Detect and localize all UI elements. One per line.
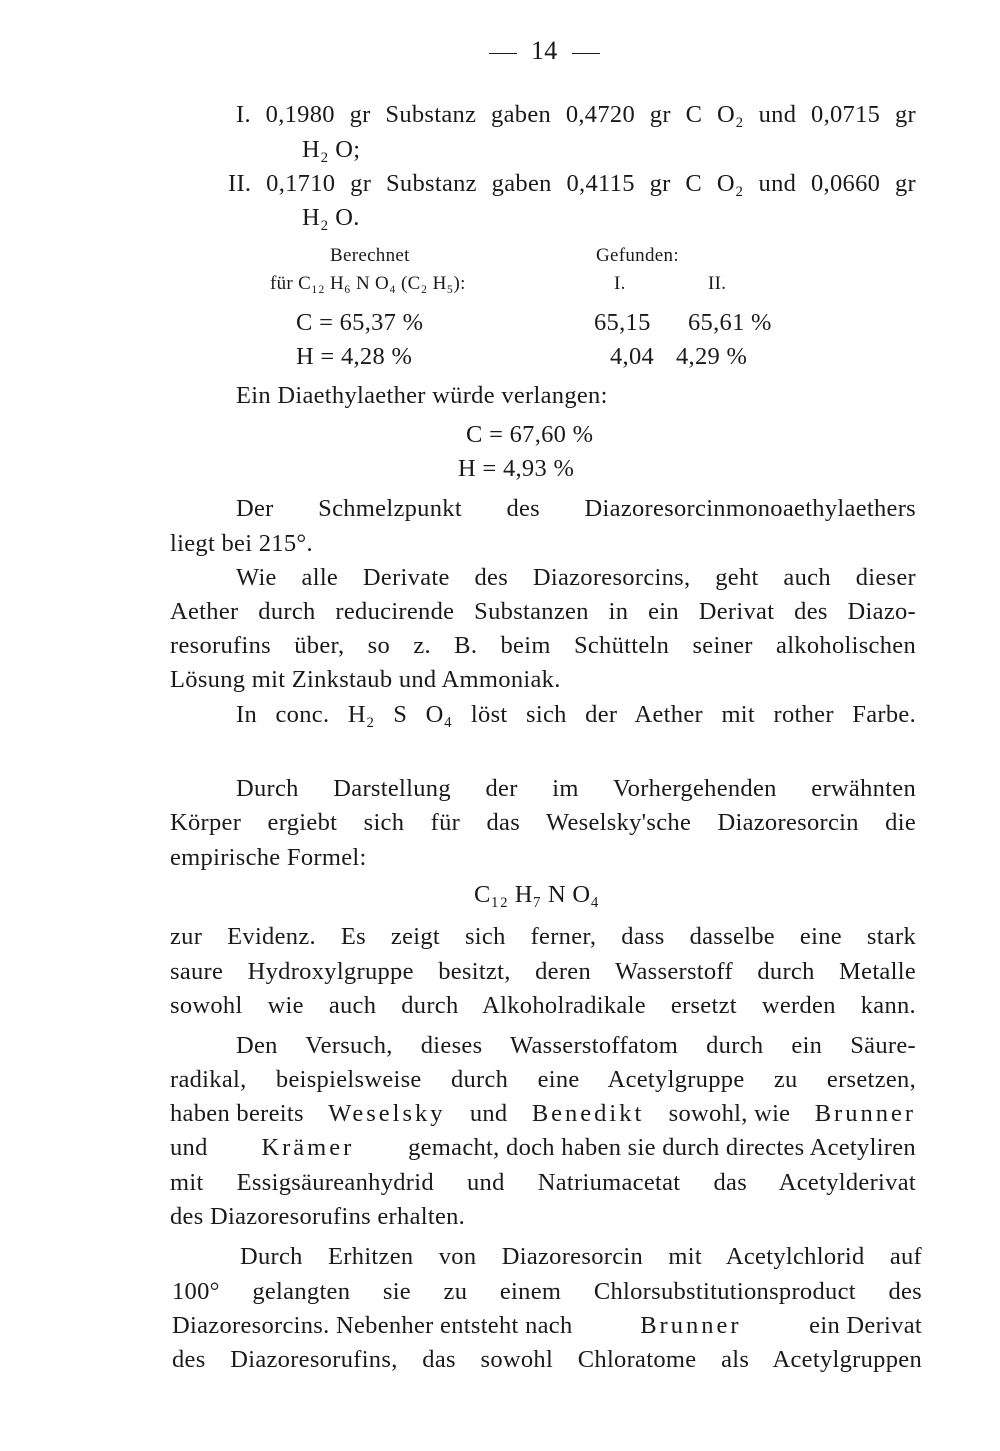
para6-line3	[172, 1311, 922, 1341]
para2-line2: Aether durch reducirende Substanzen in ein Derivat des Diazo-	[170, 598, 916, 625]
para5-line3-text-e: sowohl, wie	[668, 1100, 791, 1127]
para6-line2: 100° gelangten sie zu einem Chlorsubstitutionsproduct des	[172, 1278, 922, 1305]
analysis-line-2b: H₂ O.	[302, 204, 360, 231]
row-C-found-I: 65,15	[594, 309, 651, 336]
para4-line5: saure Hydroxylgruppe besitzt, deren Wasserstoff durch Metalle	[170, 958, 916, 985]
para6-line3-text-c: ein Derivat	[809, 1312, 922, 1339]
para4-line3: empirische Formel:	[170, 844, 367, 871]
analysis-line-2: II. 0,1710 gr Substanz gaben 0,4115 gr C O₂ und 0,0660 gr	[228, 170, 916, 197]
para4-line4: zur Evidenz. Es zeigt sich ferner, dass dasselbe eine stark	[170, 923, 916, 950]
col-I-header: I.	[614, 273, 626, 294]
author-brunner: Brunner	[814, 1100, 916, 1127]
para5-line3-text-a: haben bereits	[170, 1100, 304, 1127]
page-number	[475, 36, 614, 66]
author-weselsky: Weselsky	[328, 1100, 446, 1127]
para6-line3-text-a: Diazoresorcins. Nebenher entsteht nach	[172, 1312, 573, 1339]
para4-line6: sowohl wie auch durch Alkoholradikale ersetzt werden kann.	[170, 992, 916, 1019]
empirical-formula: C₁₂ H₇ N O₄	[474, 881, 600, 908]
para5-line5: mit Essigsäureanhydrid und Natriumacetat das Acetylderivat	[170, 1169, 916, 1196]
diethyl-C: C = 67,60 %	[466, 421, 594, 448]
para5-line3	[170, 1099, 916, 1129]
para4-line1: Durch Darstellung der im Vorhergehenden erwähnten	[236, 775, 916, 802]
para2-line4: Lösung mit Zinkstaub und Ammoniak.	[170, 666, 561, 693]
para4-line2: Körper ergiebt sich für das Weselsky'sche Diazoresorcin die	[170, 809, 916, 836]
para5-line1: Den Versuch, dieses Wasserstoffatom durch ein Säure-	[236, 1032, 916, 1059]
calc-formula: für C₁₂ H₆ N O₄ (C₂ H₅):	[270, 273, 466, 294]
para1-line1: Der Schmelzpunkt des Diazoresorcinmonoaethylaethers	[236, 495, 916, 522]
col-II-header: II.	[708, 273, 727, 294]
para2-line3: resorufins über, so z. B. beim Schütteln seiner alkoholischen	[170, 632, 916, 659]
found-header: Gefunden:	[596, 245, 679, 266]
dash-left	[489, 53, 517, 54]
para6-line4: des Diazoresorufins, das sowohl Chloratome als Acetylgruppen	[172, 1346, 922, 1373]
para5-line4-text-a: und	[170, 1134, 208, 1161]
row-H-found-I: 4,04	[610, 343, 655, 370]
author-kraemer: Krämer	[261, 1134, 355, 1161]
para2-line1: Wie alle Derivate des Diazoresorcins, geht auch dieser	[236, 564, 916, 591]
row-H-calc: H = 4,28 %	[296, 343, 413, 370]
para5-line3-text-c: und	[469, 1100, 508, 1127]
para6-line1: Durch Erhitzen von Diazoresorcin mit Acetylchlorid auf	[240, 1243, 922, 1270]
row-C-calc: C = 65,37 %	[296, 309, 424, 336]
calc-header: Berechnet	[330, 245, 410, 266]
para3-line1: In conc. H₂ S O₄ löst sich der Aether mit rother Farbe.	[236, 701, 916, 728]
row-C-found-II: 65,61 %	[688, 309, 772, 336]
para5-line4-text-c: gemacht, doch haben sie durch directes Acetyliren	[408, 1134, 916, 1161]
page-number-text: 14	[531, 36, 558, 65]
para5-line4	[170, 1133, 916, 1163]
dash-right	[572, 53, 600, 54]
para5-line2: radikal, beispielsweise durch eine Acetylgruppe zu ersetzen,	[170, 1066, 916, 1093]
row-H-found-II: 4,29 %	[676, 343, 748, 370]
para5-line6: des Diazoresorufins erhalten.	[170, 1203, 466, 1230]
analysis-line-1: I. 0,1980 gr Substanz gaben 0,4720 gr C O₂ und 0,0715 gr	[236, 101, 916, 128]
author-benedikt: Benedikt	[531, 1100, 645, 1127]
analysis-line-1b: H₂ O;	[302, 136, 361, 163]
diethyl-intro: Ein Diaethylaether würde verlangen:	[236, 382, 608, 409]
diethyl-H: H = 4,93 %	[458, 455, 575, 482]
author-brunner-2: Brunner	[640, 1312, 742, 1339]
para1-line2: liegt bei 215°.	[170, 530, 313, 557]
